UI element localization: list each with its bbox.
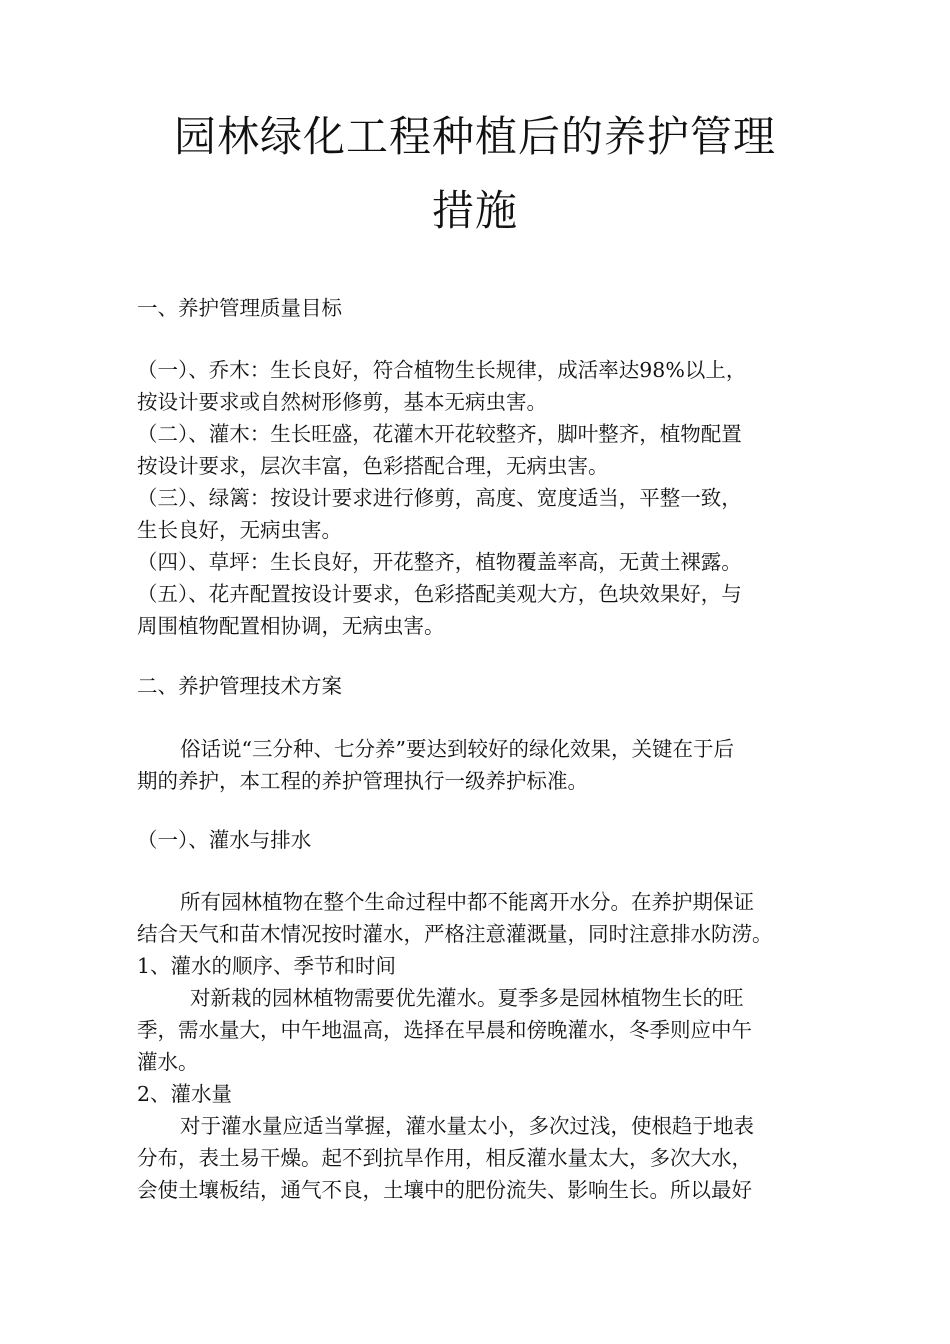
document-title-line-2: 措施 — [431, 186, 518, 235]
section-1-heading: 一、养护管理质量目标 — [137, 296, 342, 320]
section-2-intro-line-1: 俗话说“三分种、七分养”要达到较好的绿化效果，关键在于后 — [180, 737, 734, 761]
goal-item-1-line-1: （一）、乔木：生长良好，符合植物生长规律，成活率达98%以上， — [137, 358, 747, 382]
document-title-line-1: 园林绿化工程种植后的养护管理 — [173, 112, 776, 161]
goal-item-3-line-2: 生长良好，无病虫害。 — [137, 518, 342, 542]
goal-item-5-line-1: （五）、花卉配置按设计要求，色彩搭配美观大方，色块效果好，与 — [137, 582, 742, 606]
point-2-heading: 2、灌水量 — [137, 1082, 233, 1106]
point-1-para-line-3: 灌水。 — [137, 1050, 199, 1074]
section-2-intro-line-2: 期的养护，本工程的养护管理执行一级养护标准。 — [137, 769, 588, 793]
subsection-1-heading: （一）、灌水与排水 — [137, 828, 312, 852]
point-2-para-line-2: 分布，表土易干燥。起不到抗旱作用，相反灌水量太大，多次大水， — [137, 1146, 752, 1170]
goal-item-1-line-2: 按设计要求或自然树形修剪，基本无病虫害。 — [137, 390, 547, 414]
section-2-heading: 二、养护管理技术方案 — [137, 674, 342, 698]
point-1-heading: 1、灌水的顺序、季节和时间 — [137, 954, 397, 978]
subsection-1-para-line-2: 结合天气和苗木情况按时灌水，严格注意灌溉量，同时注意排水防涝。 — [137, 922, 773, 946]
point-1-para-line-1: 对新栽的园林植物需要优先灌水。夏季多是园林植物生长的旺 — [190, 986, 744, 1010]
subsection-1-para-line-1: 所有园林植物在整个生命过程中都不能离开水分。在养护期保证 — [180, 890, 754, 914]
goal-item-3-line-1: （三）、绿篱：按设计要求进行修剪，高度、宽度适当，平整一致， — [137, 486, 742, 510]
goal-item-4-line-1: （四）、草坪：生长良好，开花整齐，植物覆盖率高，无黄土裸露。 — [137, 550, 742, 574]
point-2-para-line-1: 对于灌水量应适当掌握，灌水量太小，多次过浅，使根趋于地表 — [180, 1114, 754, 1138]
point-2-para-line-3: 会使土壤板结，通气不良，土壤中的肥份流失、影响生长。所以最好 — [137, 1178, 752, 1202]
point-1-para-line-2: 季，需水量大，中午地温高，选择在早晨和傍晚灌水，冬季则应中午 — [137, 1018, 752, 1042]
goal-item-2-line-2: 按设计要求，层次丰富，色彩搭配合理，无病虫害。 — [137, 454, 609, 478]
goal-item-2-line-1: （二）、灌木：生长旺盛，花灌木开花较整齐，脚叶整齐，植物配置 — [137, 422, 742, 446]
goal-item-5-line-2: 周围植物配置相协调，无病虫害。 — [137, 614, 445, 638]
